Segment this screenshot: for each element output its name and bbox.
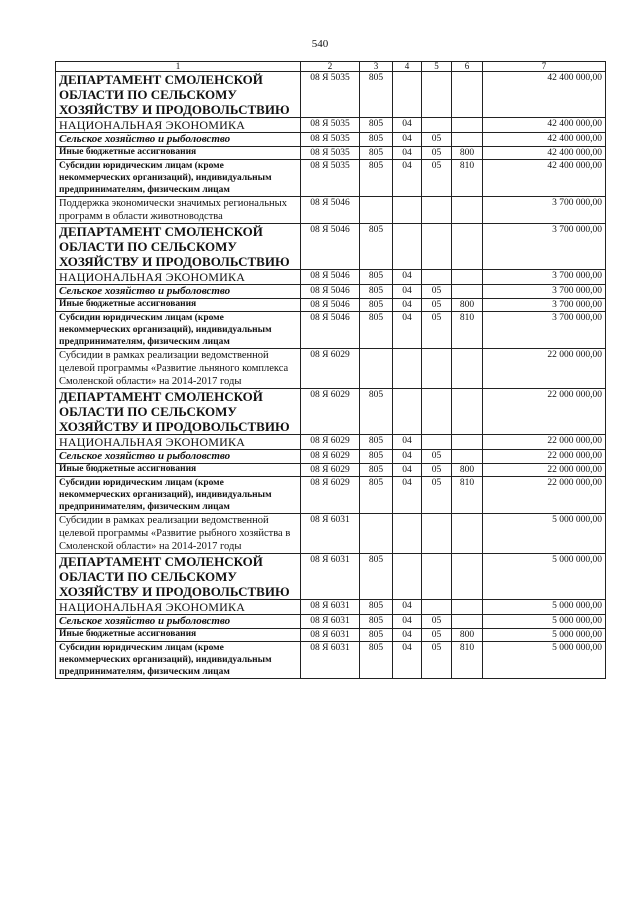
table-row xyxy=(56,554,606,600)
section-code-cell: 04 xyxy=(393,133,422,147)
subsection-code-cell: 05 xyxy=(422,299,452,312)
expense-type-cell xyxy=(452,118,483,133)
table-row xyxy=(56,270,606,285)
section-code-cell xyxy=(393,389,422,435)
department-code-cell: 805 xyxy=(360,224,393,270)
section-code-cell: 04 xyxy=(393,118,422,133)
amount-cell: 5 000 000,00 xyxy=(483,600,606,615)
department-code-cell: 805 xyxy=(360,72,393,118)
table-row xyxy=(56,389,606,435)
row-name-cell: Сельское хозяйство и рыболовство xyxy=(56,450,301,464)
department-code-cell: 805 xyxy=(360,464,393,477)
section-code-cell: 04 xyxy=(393,615,422,629)
column-header: 5 xyxy=(422,62,452,72)
subsection-code-cell: 05 xyxy=(422,312,452,349)
table-row xyxy=(56,224,606,270)
department-code-cell: 805 xyxy=(360,642,393,679)
row-name-cell: Субсидии в рамках реализации ведомственной целевой программы «Развитие рыбного хозяйства в Смоленской области» на 2014-2017 годы xyxy=(56,514,301,554)
subsection-code-cell: 05 xyxy=(422,285,452,299)
department-code-cell: 805 xyxy=(360,450,393,464)
expense-type-cell: 800 xyxy=(452,147,483,160)
subsection-code-cell xyxy=(422,435,452,450)
subsection-code-cell xyxy=(422,270,452,285)
expense-type-cell xyxy=(452,197,483,224)
department-code-cell: 805 xyxy=(360,435,393,450)
column-header: 4 xyxy=(393,62,422,72)
amount-cell: 22 000 000,00 xyxy=(483,349,606,389)
expense-type-cell xyxy=(452,270,483,285)
subsection-code-cell xyxy=(422,197,452,224)
page-number: 540 xyxy=(311,38,329,50)
subsection-code-cell: 05 xyxy=(422,629,452,642)
amount-cell: 42 400 000,00 xyxy=(483,118,606,133)
expense-type-cell: 800 xyxy=(452,299,483,312)
row-name-cell: Субсидии юридическим лицам (кроме некоммерческих организаций), индивидуальным предпринимателям, физическим лицам xyxy=(56,312,301,349)
row-name-cell: ДЕПАРТАМЕНТ СМОЛЕНСКОЙ ОБЛАСТИ ПО СЕЛЬСКОМУ ХОЗЯЙСТВУ И ПРОДОВОЛЬСТВИЮ xyxy=(56,72,301,118)
target-code-cell: 08 Я 5046 xyxy=(301,270,360,285)
row-name-cell: ДЕПАРТАМЕНТ СМОЛЕНСКОЙ ОБЛАСТИ ПО СЕЛЬСКОМУ ХОЗЯЙСТВУ И ПРОДОВОЛЬСТВИЮ xyxy=(56,389,301,435)
department-code-cell: 805 xyxy=(360,615,393,629)
amount-cell: 42 400 000,00 xyxy=(483,133,606,147)
amount-cell: 5 000 000,00 xyxy=(483,615,606,629)
section-code-cell: 04 xyxy=(393,435,422,450)
expense-type-cell xyxy=(452,554,483,600)
table-row xyxy=(56,349,606,389)
expense-type-cell xyxy=(452,133,483,147)
table-row xyxy=(56,600,606,615)
department-code-cell: 805 xyxy=(360,629,393,642)
row-name-cell: Иные бюджетные ассигнования xyxy=(56,464,301,477)
row-name-cell: Субсидии в рамках реализации ведомственной целевой программы «Развитие льняного комплекса Смоленской области» на 2014-2017 годы xyxy=(56,349,301,389)
row-name-cell: НАЦИОНАЛЬНАЯ ЭКОНОМИКА xyxy=(56,435,301,450)
section-code-cell: 04 xyxy=(393,600,422,615)
subsection-code-cell: 05 xyxy=(422,477,452,514)
row-name-cell: Субсидии юридическим лицам (кроме некоммерческих организаций), индивидуальным предпринимателям, физическим лицам xyxy=(56,160,301,197)
target-code-cell: 08 Я 5035 xyxy=(301,160,360,197)
table-row xyxy=(56,160,606,197)
target-code-cell: 08 Я 6031 xyxy=(301,615,360,629)
subsection-code-cell xyxy=(422,224,452,270)
target-code-cell: 08 Я 6031 xyxy=(301,554,360,600)
section-code-cell xyxy=(393,514,422,554)
subsection-code-cell xyxy=(422,118,452,133)
target-code-cell: 08 Я 6029 xyxy=(301,450,360,464)
expense-type-cell: 810 xyxy=(452,642,483,679)
table-row xyxy=(56,514,606,554)
row-name-cell: Сельское хозяйство и рыболовство xyxy=(56,285,301,299)
target-code-cell: 08 Я 6029 xyxy=(301,464,360,477)
expense-type-cell xyxy=(452,615,483,629)
department-code-cell: 805 xyxy=(360,554,393,600)
target-code-cell: 08 Я 6031 xyxy=(301,514,360,554)
target-code-cell: 08 Я 5046 xyxy=(301,197,360,224)
subsection-code-cell: 05 xyxy=(422,450,452,464)
department-code-cell: 805 xyxy=(360,285,393,299)
section-code-cell xyxy=(393,72,422,118)
section-code-cell: 04 xyxy=(393,285,422,299)
target-code-cell: 08 Я 6031 xyxy=(301,642,360,679)
amount-cell: 42 400 000,00 xyxy=(483,147,606,160)
department-code-cell: 805 xyxy=(360,270,393,285)
row-name-cell: НАЦИОНАЛЬНАЯ ЭКОНОМИКА xyxy=(56,270,301,285)
expense-type-cell: 810 xyxy=(452,477,483,514)
table-row xyxy=(56,197,606,224)
table-row xyxy=(56,435,606,450)
row-name-cell: Сельское хозяйство и рыболовство xyxy=(56,615,301,629)
row-name-cell: Сельское хозяйство и рыболовство xyxy=(56,133,301,147)
row-name-cell: Иные бюджетные ассигнования xyxy=(56,147,301,160)
amount-cell: 5 000 000,00 xyxy=(483,554,606,600)
expense-type-cell: 800 xyxy=(452,464,483,477)
row-name-cell: Поддержка экономически значимых региональных программ в области животноводства xyxy=(56,197,301,224)
department-code-cell: 805 xyxy=(360,600,393,615)
table-row xyxy=(56,615,606,629)
section-code-cell: 04 xyxy=(393,270,422,285)
section-code-cell: 04 xyxy=(393,629,422,642)
section-code-cell xyxy=(393,349,422,389)
table-row xyxy=(56,133,606,147)
subsection-code-cell: 05 xyxy=(422,160,452,197)
table-row xyxy=(56,450,606,464)
table-row xyxy=(56,118,606,133)
column-header: 7 xyxy=(483,62,606,72)
table-row xyxy=(56,464,606,477)
row-name-cell: НАЦИОНАЛЬНАЯ ЭКОНОМИКА xyxy=(56,600,301,615)
expense-type-cell: 800 xyxy=(452,629,483,642)
department-code-cell: 805 xyxy=(360,147,393,160)
subsection-code-cell xyxy=(422,389,452,435)
subsection-code-cell xyxy=(422,514,452,554)
section-code-cell: 04 xyxy=(393,147,422,160)
budget-table xyxy=(55,61,606,679)
subsection-code-cell xyxy=(422,554,452,600)
amount-cell: 22 000 000,00 xyxy=(483,464,606,477)
expense-type-cell xyxy=(452,72,483,118)
section-code-cell xyxy=(393,224,422,270)
target-code-cell: 08 Я 5035 xyxy=(301,118,360,133)
expense-type-cell: 810 xyxy=(452,160,483,197)
column-header: 6 xyxy=(452,62,483,72)
table-row xyxy=(56,642,606,679)
row-name-cell: Иные бюджетные ассигнования xyxy=(56,299,301,312)
amount-cell: 3 700 000,00 xyxy=(483,224,606,270)
department-code-cell: 805 xyxy=(360,312,393,349)
amount-cell: 22 000 000,00 xyxy=(483,435,606,450)
target-code-cell: 08 Я 5046 xyxy=(301,299,360,312)
expense-type-cell xyxy=(452,389,483,435)
department-code-cell: 805 xyxy=(360,160,393,197)
target-code-cell: 08 Я 5046 xyxy=(301,312,360,349)
section-code-cell xyxy=(393,554,422,600)
subsection-code-cell: 05 xyxy=(422,464,452,477)
amount-cell: 42 400 000,00 xyxy=(483,160,606,197)
target-code-cell: 08 Я 5046 xyxy=(301,224,360,270)
target-code-cell: 08 Я 5035 xyxy=(301,147,360,160)
expense-type-cell xyxy=(452,450,483,464)
amount-cell: 5 000 000,00 xyxy=(483,642,606,679)
amount-cell: 5 000 000,00 xyxy=(483,629,606,642)
department-code-cell: 805 xyxy=(360,299,393,312)
amount-cell: 22 000 000,00 xyxy=(483,450,606,464)
column-header: 1 xyxy=(56,62,301,72)
target-code-cell: 08 Я 6029 xyxy=(301,349,360,389)
subsection-code-cell: 05 xyxy=(422,615,452,629)
budget-table-body xyxy=(56,72,606,679)
table-row xyxy=(56,72,606,118)
department-code-cell xyxy=(360,349,393,389)
section-code-cell: 04 xyxy=(393,450,422,464)
subsection-code-cell xyxy=(422,349,452,389)
section-code-cell: 04 xyxy=(393,464,422,477)
expense-type-cell xyxy=(452,285,483,299)
section-code-cell: 04 xyxy=(393,642,422,679)
table-row xyxy=(56,312,606,349)
column-header: 2 xyxy=(301,62,360,72)
row-name-cell: Субсидии юридическим лицам (кроме некоммерческих организаций), индивидуальным предпринимателям, физическим лицам xyxy=(56,642,301,679)
subsection-code-cell: 05 xyxy=(422,147,452,160)
target-code-cell: 08 Я 6029 xyxy=(301,477,360,514)
amount-cell: 3 700 000,00 xyxy=(483,299,606,312)
row-name-cell: Иные бюджетные ассигнования xyxy=(56,629,301,642)
table-row xyxy=(56,147,606,160)
expense-type-cell xyxy=(452,224,483,270)
table-row xyxy=(56,629,606,642)
target-code-cell: 08 Я 6029 xyxy=(301,435,360,450)
amount-cell: 3 700 000,00 xyxy=(483,285,606,299)
row-name-cell: НАЦИОНАЛЬНАЯ ЭКОНОМИКА xyxy=(56,118,301,133)
subsection-code-cell: 05 xyxy=(422,133,452,147)
expense-type-cell xyxy=(452,435,483,450)
amount-cell: 22 000 000,00 xyxy=(483,477,606,514)
amount-cell: 22 000 000,00 xyxy=(483,389,606,435)
table-row xyxy=(56,285,606,299)
section-code-cell: 04 xyxy=(393,312,422,349)
target-code-cell: 08 Я 6031 xyxy=(301,600,360,615)
amount-cell: 5 000 000,00 xyxy=(483,514,606,554)
row-name-cell: Субсидии юридическим лицам (кроме некоммерческих организаций), индивидуальным предпринимателям, физическим лицам xyxy=(56,477,301,514)
column-header: 3 xyxy=(360,62,393,72)
amount-cell: 3 700 000,00 xyxy=(483,270,606,285)
department-code-cell: 805 xyxy=(360,133,393,147)
subsection-code-cell xyxy=(422,72,452,118)
expense-type-cell xyxy=(452,514,483,554)
department-code-cell xyxy=(360,514,393,554)
table-row xyxy=(56,477,606,514)
row-name-cell: ДЕПАРТАМЕНТ СМОЛЕНСКОЙ ОБЛАСТИ ПО СЕЛЬСКОМУ ХОЗЯЙСТВУ И ПРОДОВОЛЬСТВИЮ xyxy=(56,224,301,270)
target-code-cell: 08 Я 5035 xyxy=(301,133,360,147)
amount-cell: 42 400 000,00 xyxy=(483,72,606,118)
expense-type-cell xyxy=(452,349,483,389)
department-code-cell xyxy=(360,197,393,224)
section-code-cell: 04 xyxy=(393,477,422,514)
department-code-cell: 805 xyxy=(360,389,393,435)
expense-type-cell: 810 xyxy=(452,312,483,349)
amount-cell: 3 700 000,00 xyxy=(483,197,606,224)
target-code-cell: 08 Я 5035 xyxy=(301,72,360,118)
section-code-cell: 04 xyxy=(393,299,422,312)
target-code-cell: 08 Я 5046 xyxy=(301,285,360,299)
row-name-cell: ДЕПАРТАМЕНТ СМОЛЕНСКОЙ ОБЛАСТИ ПО СЕЛЬСКОМУ ХОЗЯЙСТВУ И ПРОДОВОЛЬСТВИЮ xyxy=(56,554,301,600)
department-code-cell: 805 xyxy=(360,118,393,133)
department-code-cell: 805 xyxy=(360,477,393,514)
amount-cell: 3 700 000,00 xyxy=(483,312,606,349)
section-code-cell xyxy=(393,197,422,224)
expense-type-cell xyxy=(452,600,483,615)
subsection-code-cell xyxy=(422,600,452,615)
target-code-cell: 08 Я 6031 xyxy=(301,629,360,642)
column-number-row xyxy=(56,62,606,72)
table-row xyxy=(56,299,606,312)
subsection-code-cell: 05 xyxy=(422,642,452,679)
section-code-cell: 04 xyxy=(393,160,422,197)
target-code-cell: 08 Я 6029 xyxy=(301,389,360,435)
